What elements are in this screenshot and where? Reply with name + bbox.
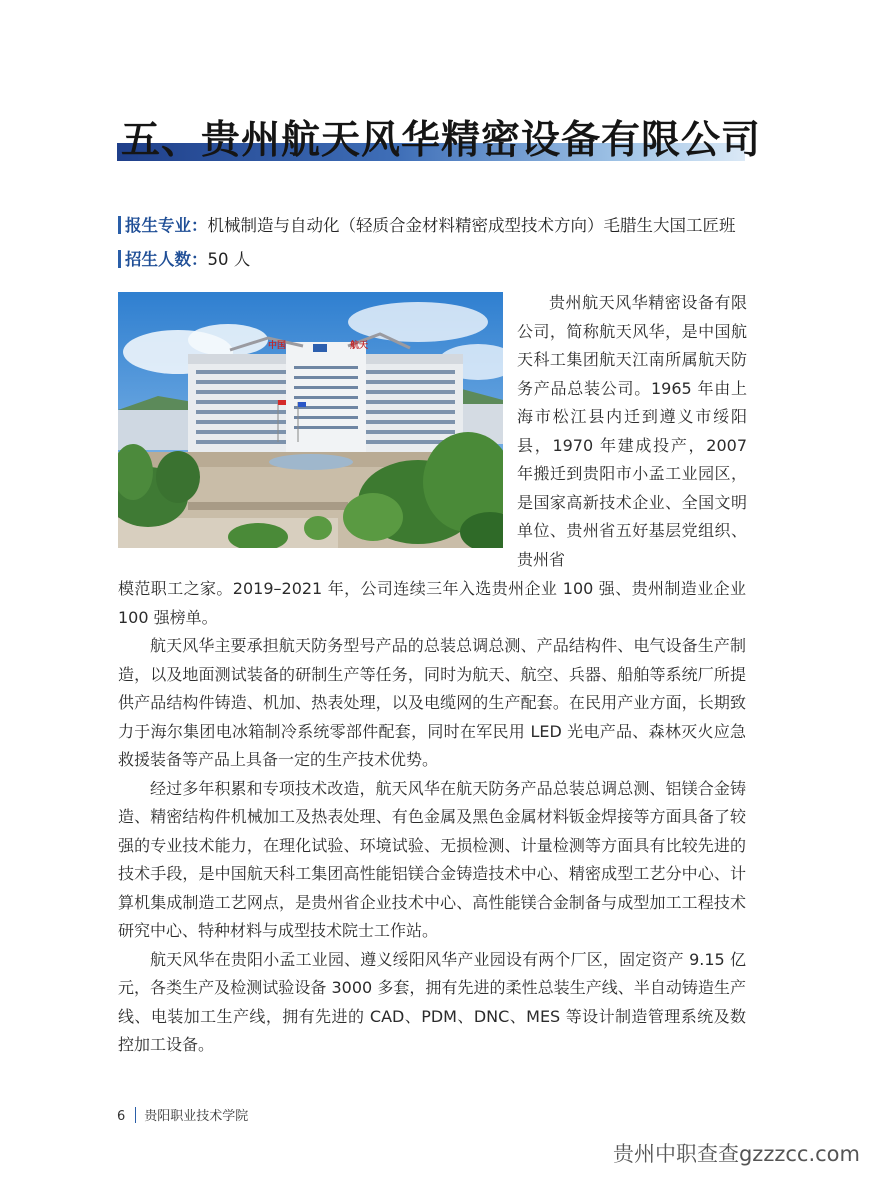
- enrollment-label: 招生人数：: [125, 250, 208, 269]
- enrollment-line: [118, 246, 250, 270]
- company-building-photo: [118, 292, 503, 548]
- body-text-block: [118, 575, 746, 1060]
- sign-right-text: 航天: [350, 341, 369, 351]
- facilities-paragraph: 航天风华在贵阳小孟工业园、遵义绥阳风华产业园设有两个厂区，固定资产 9.15 亿元，各类生产及检测试验设备 3000 多套，拥有先进的柔性总装生产线、半自动铸造生产线、电装加工生产线，拥有先进的 CAD、PDM、DNC、MES 等设计制造管理系统及数控加工设备。: [118, 949, 746, 1054]
- capability-paragraph: 经过多年积累和专项技术改造，航天风华在航天防务产品总装总调总测、铝镁合金铸造、精密结构件机械加工及热表处理、有色金属及黑色金属材料钣金焊接等方面具备了较强的专业技术能力，在理化试验、环境试验、无损检测、计量检测等方面具有比较先进的技术手段，是中国航天科工集团高性能铝镁合金铸造技术中心、精密成型工艺分中心、计算机集成制造工艺网点，是贵州省企业技术中心、高性能镁合金制备与成型加工工程技术研究中心、特种材料与成型技术院士工作站。: [118, 778, 746, 940]
- intro-paragraph-side: [517, 289, 747, 574]
- intro-paragraph-part2: 模范职工之家。2019–2021 年，公司连续三年入选贵州企业 100 强、贵州制造业企业 100 强榜单。: [118, 579, 746, 627]
- page-footer: [117, 1105, 248, 1124]
- watermark-text: 贵州中职查查gzzzcc.com: [612, 1142, 860, 1166]
- section-title-block: [117, 107, 762, 163]
- footer-divider: [135, 1107, 136, 1123]
- major-line: [118, 212, 736, 236]
- page-title: 五、贵州航天风华精密设备有限公司: [121, 117, 762, 163]
- business-paragraph: 航天风华主要承担航天防务型号产品的总装总调总测、产品结构件、电气设备生产制造，以及地面测试装备的研制生产等任务，同时为航天、航空、兵器、船舶等系统厂所提供产品结构件铸造、机加、热表处理，以及电缆网的生产配套。在民用产业方面，长期致力于海尔集团电冰箱制冷系统零部件配套，同时在军民用 LED 光电产品、森林灭火应急救援装备等产品上具备一定的生产技术优势。: [118, 636, 746, 769]
- major-marker: [118, 216, 121, 234]
- school-name: 贵阳职业技术学院: [144, 1109, 249, 1124]
- sign-left-text: 中国: [268, 341, 287, 351]
- major-value: 机械制造与自动化（轻质合金材料精密成型技术方向）毛腊生大国工匠班: [207, 216, 736, 235]
- intro-paragraph-part1: 贵州航天风华精密设备有限公司，简称航天风华，是中国航天科工集团航天江南所属航天防务产品总装公司。1965 年由上海市松江县内迁到遵义市绥阳县，1970 年建成投产，2007 年搬迁到贵阳市小孟工业园区，是国家高新技术企业、全国文明单位、贵州省五好基层党组织、贵州省: [517, 293, 747, 569]
- major-label: 报生专业：: [125, 216, 208, 235]
- enrollment-marker: [118, 250, 121, 268]
- page-number: 6: [117, 1109, 126, 1124]
- enrollment-value: 50 人: [207, 250, 251, 269]
